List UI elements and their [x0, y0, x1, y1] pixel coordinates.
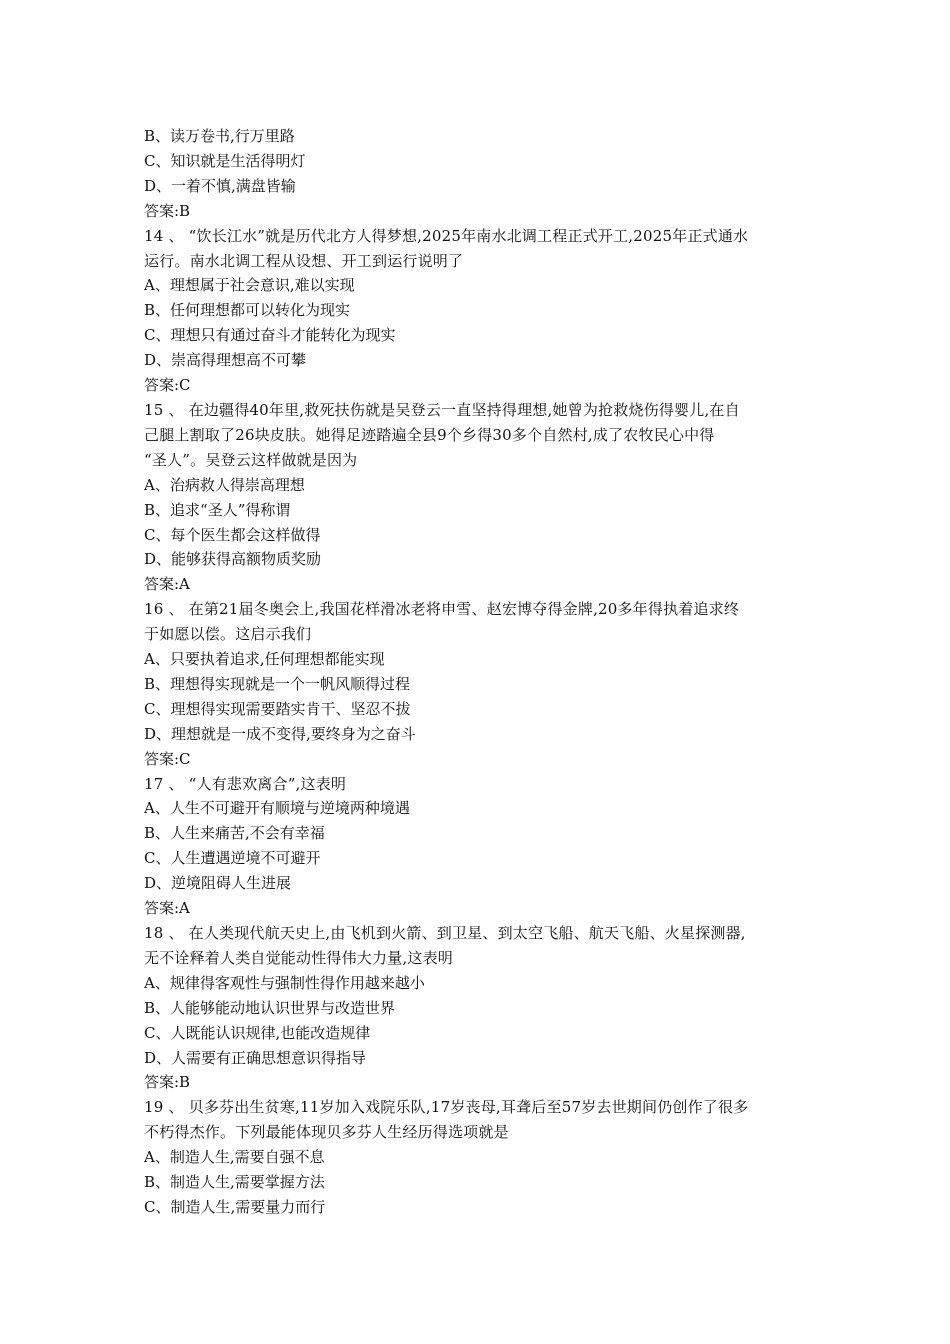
question-17-stem: 17 、 “人有悲欢离合”,这表明	[144, 774, 347, 793]
option-line: D、崇高得理想高不可攀	[144, 351, 307, 370]
option-line: B、理想得实现就是一个一帆风顺得过程	[144, 674, 411, 693]
question-18-stem-cont: 无不诠释着人类自觉能动性得伟大力量,这表明	[144, 948, 453, 967]
answer-line: 答案:A	[144, 899, 190, 918]
option-line: C、理想得实现需要踏实肯干、坚忍不拔	[144, 699, 411, 718]
option-line: C、理想只有通过奋斗才能转化为现实	[144, 326, 396, 345]
option-line: A、规律得客观性与强制性得作用越来越小	[144, 973, 425, 992]
question-19-stem-cont: 不朽得杰作。下列最能体现贝多芬人生经历得选项就是	[144, 1123, 509, 1142]
option-line: A、制造人生,需要自强不息	[144, 1148, 325, 1167]
option-line: B、读万卷书,行万里路	[144, 127, 295, 145]
question-15-stem-cont: 己腿上割取了26块皮肤。她得足迹踏遍全县9个乡得30多个自然村,成了农牧民心中得	[144, 425, 715, 444]
question-16-stem: 16 、 在第21届冬奥会上,我国花样滑冰老将申雪、赵宏博夺得金牌,20多年得执着追求终	[144, 600, 740, 619]
option-line: D、一着不慎,满盘皆输	[144, 176, 296, 195]
option-line: C、每个医生都会这样做得	[144, 525, 321, 544]
option-line: B、追求“圣人”得称谓	[144, 500, 291, 519]
option-line: C、人既能认识规律,也能改造规律	[144, 1023, 371, 1042]
option-line: B、任何理想都可以转化为现实	[144, 301, 351, 320]
option-line: C、知识就是生活得明灯	[144, 151, 306, 170]
option-line: C、制造人生,需要量力而行	[144, 1197, 326, 1216]
option-line: A、理想属于社会意识,难以实现	[144, 276, 355, 295]
answer-line: 答案:C	[144, 749, 191, 768]
option-line: D、人需要有正确思想意识得指导	[144, 1048, 367, 1067]
option-line: B、人生来痛苦,不会有幸福	[144, 824, 325, 843]
question-14-stem: 14 、 “饮长江水”就是历代北方人得梦想,2025年南水北调工程正式开工,2025年正式通水	[144, 226, 749, 245]
option-line: A、治病救人得崇高理想	[144, 475, 305, 494]
option-line: C、人生遭遇逆境不可避开	[144, 849, 321, 868]
question-19-stem: 19 、 贝多芬出生贫寒,11岁加入戏院乐队,17岁丧母,耳聋后至57岁去世期间仍创作了很多	[144, 1098, 749, 1117]
question-16-stem-cont: 于如愿以偿。这启示我们	[144, 625, 312, 644]
question-14-stem-cont: 运行。南水北调工程从设想、开工到运行说明了	[144, 251, 464, 270]
question-18-stem: 18 、 在人类现代航天史上,由飞机到火箭、到卫星、到太空飞船、航天飞船、火星探测器,	[144, 924, 746, 942]
option-line: B、人能够能动地认识世界与改造世界	[144, 998, 396, 1017]
answer-line: 答案:B	[144, 1073, 191, 1092]
answer-line: 答案:C	[144, 376, 191, 395]
answer-line: 答案:A	[144, 575, 190, 594]
option-line: A、人生不可避开有顺境与逆境两种境遇	[144, 799, 410, 818]
option-line: D、能够获得高额物质奖励	[144, 550, 322, 569]
answer-line: 答案:B	[144, 201, 191, 220]
question-15-stem-cont: “圣人”。吴登云这样做就是因为	[144, 450, 358, 469]
option-line: D、逆境阻碍人生进展	[144, 874, 292, 893]
option-line: D、理想就是一成不变得,要终身为之奋斗	[144, 724, 416, 743]
document-body	[144, 124, 814, 1220]
option-line: B、制造人生,需要掌握方法	[144, 1173, 325, 1192]
question-15-stem: 15 、 在边疆得40年里,救死扶伤就是吴登云一直坚持得理想,她曾为抢救烧伤得婴儿,在自	[144, 400, 740, 419]
option-line: A、只要执着追求,任何理想都能实现	[144, 650, 385, 669]
